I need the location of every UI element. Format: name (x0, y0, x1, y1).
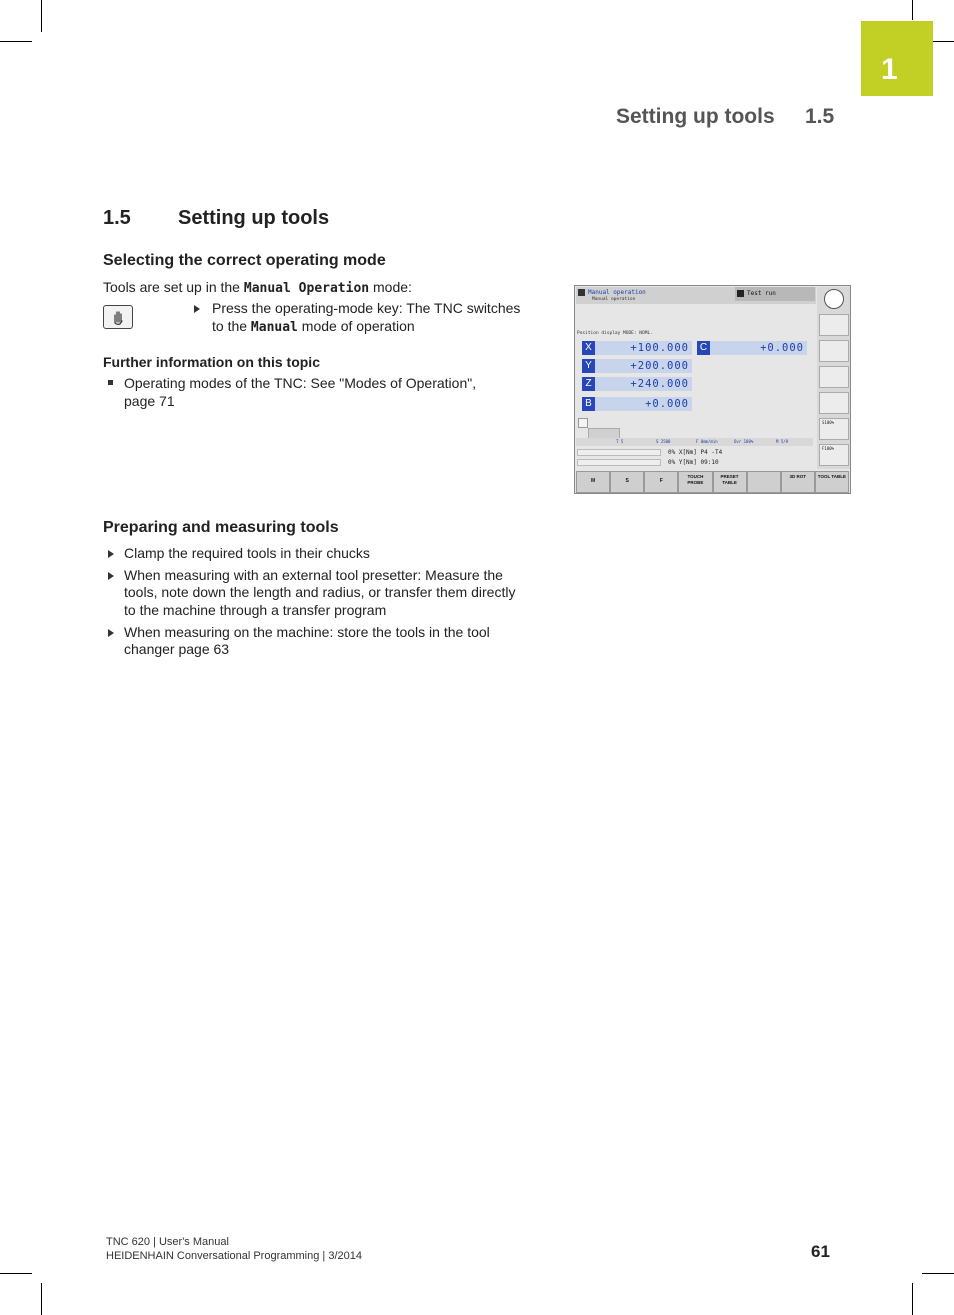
step-arrow-icon (194, 305, 200, 313)
step-3-line: When measuring on the machine: store the tools in the tool (124, 624, 490, 640)
crop-mark (912, 1283, 913, 1315)
side-softkey (819, 340, 849, 362)
softkey-3d-rot: 3D ROT (781, 471, 815, 493)
side-softkey (819, 392, 849, 414)
axis-row-c (697, 341, 807, 355)
section-number: 1.5 (103, 207, 131, 229)
softkey-row (576, 471, 849, 493)
position-display-label: Position display MODE: NOML. (577, 331, 653, 336)
load-line-1: 0% X[Nm] P4 -T4 (668, 449, 723, 456)
load-bar (577, 449, 661, 456)
axis-label: C (697, 341, 710, 355)
axis-value: +0.000 (645, 398, 689, 410)
test-run-bar (735, 287, 815, 301)
further-info-heading: Further information on this topic (103, 354, 320, 370)
softkey-preset-table: PRESET TABLE (713, 471, 747, 493)
chapter-number: 1 (881, 53, 898, 86)
crop-mark (41, 0, 42, 32)
side-softkey (819, 366, 849, 388)
step-line2-pre: to the (212, 318, 251, 334)
small-toggle-icon (578, 418, 588, 428)
softkey-touch-probe: TOUCH PROBE (678, 471, 712, 493)
softkey-tool-table: TOOL TABLE (815, 471, 849, 493)
axis-row-x (582, 341, 692, 355)
tnc-screenshot (574, 285, 851, 494)
intro-post: mode: (369, 279, 412, 295)
bullet-line2: page 71 (124, 393, 175, 409)
footer-line1: TNC 620 | User's Manual (106, 1236, 229, 1248)
intro-pre: Tools are set up in the (103, 279, 244, 295)
mode-title: Manual operation (588, 289, 646, 296)
footer-line2: HEIDENHAIN Conversational Programming | 3/2014 (106, 1250, 362, 1262)
axis-label: Y (582, 359, 595, 373)
mode-icon (578, 289, 585, 296)
axis-row-b (582, 397, 692, 411)
running-header-number: 1.5 (805, 105, 835, 128)
bullet-square-icon (108, 380, 113, 385)
mode-subtitle: Manual operation (592, 297, 636, 302)
axis-value: +100.000 (630, 342, 689, 354)
side-softkey (819, 444, 849, 466)
clock-icon (824, 289, 844, 309)
step-line1: Press the operating-mode key: The TNC switches (212, 300, 521, 316)
axis-value: +240.000 (630, 378, 689, 390)
status-override: Ovr 100% (734, 439, 754, 444)
status-tool: T 5 (616, 439, 624, 444)
intro-bold: Manual Operation (243, 281, 370, 296)
chapter-tab (861, 21, 933, 96)
crop-mark (0, 1273, 32, 1274)
load-bar (577, 459, 661, 466)
softkey-empty (747, 471, 781, 493)
status-spindle: S 2500 (656, 439, 671, 444)
side-softkey (819, 314, 849, 336)
axis-value: +200.000 (630, 360, 689, 372)
axis-label: X (582, 341, 595, 355)
axis-row-y (582, 359, 692, 373)
test-run-icon (737, 290, 744, 297)
step-arrow-icon (108, 629, 114, 637)
side-label-feed: F100% (822, 446, 835, 451)
side-softkey (819, 418, 849, 440)
step-3-line: changer page 63 (124, 641, 230, 657)
bullet-line1: Operating modes of the TNC: See "Modes of Operation", (124, 375, 477, 391)
section-title: Setting up tools (178, 207, 330, 229)
side-softkey-bar (817, 287, 850, 469)
crop-mark (912, 0, 913, 20)
crop-mark (0, 41, 32, 42)
softkey-m: M (576, 471, 610, 493)
axis-label: Z (582, 377, 595, 391)
hand-key-icon (103, 305, 133, 329)
crop-mark (922, 1273, 954, 1274)
test-run-label: Test run (747, 290, 776, 297)
step-line2-bold: Manual (250, 320, 298, 335)
step-1-line: Clamp the required tools in their chucks (124, 545, 370, 561)
axis-label: B (582, 397, 595, 411)
step-arrow-icon (108, 550, 114, 558)
intro-text (103, 279, 412, 298)
subsection-heading: Preparing and measuring tools (103, 519, 339, 536)
load-line-2: 0% Y[Nm] 09:10 (668, 459, 719, 466)
step-2-line: tools, note down the length and radius, or transfer them directly (124, 584, 516, 600)
softkey-f: F (644, 471, 678, 493)
running-header-title: Setting up tools (616, 105, 775, 128)
step-2-line: to the machine through a transfer program (124, 602, 387, 618)
axis-value: +0.000 (760, 342, 804, 354)
subsection-heading: Selecting the correct operating mode (103, 252, 386, 269)
axis-row-z (582, 377, 692, 391)
status-bar (576, 438, 813, 446)
softkey-s: S (610, 471, 644, 493)
step-arrow-icon (108, 572, 114, 580)
crop-mark (41, 1283, 42, 1315)
status-m: M 5/9 (776, 439, 789, 444)
page-number: 61 (811, 1242, 830, 1261)
step-2-line: When measuring with an external tool presetter: Measure the (124, 567, 503, 583)
side-label-speed: S100% (822, 420, 835, 425)
step-line2 (212, 318, 415, 337)
step-line2-post: mode of operation (297, 318, 415, 334)
status-feed: F 0mm/min (696, 439, 718, 444)
